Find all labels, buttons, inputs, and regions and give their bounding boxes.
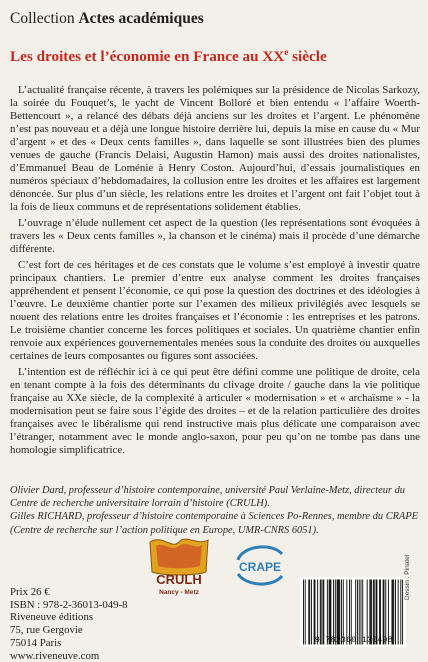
barcode-bar xyxy=(346,580,347,645)
publisher-info xyxy=(10,586,128,662)
barcode-bar xyxy=(329,580,330,645)
price: Prix 26 € xyxy=(10,586,50,598)
barcode-bar xyxy=(373,580,374,645)
barcode-bar xyxy=(320,580,321,645)
barcode-bar xyxy=(391,580,392,645)
barcode-number: 9 782360 130498 xyxy=(314,636,393,645)
author-bio: Olivier Dard, professeur d’histoire contemporaine, université Paul Verlaine-Metz, directeur du Centre de recherche universitaire lorrain d’histoire (CRULH). xyxy=(10,485,405,510)
barcode-bar xyxy=(385,580,386,645)
book-title-end: siècle xyxy=(288,48,327,66)
barcode-bar xyxy=(380,580,381,645)
barcode-bar xyxy=(303,580,304,645)
barcode-bar xyxy=(383,580,384,645)
barcode-bar xyxy=(376,580,377,645)
crape-logo-name: CRAPE xyxy=(238,560,282,574)
barcode-bar xyxy=(330,580,331,645)
barcode-bar xyxy=(343,580,344,645)
collection-line xyxy=(10,10,204,28)
isbn: ISBN : 978-2-36013-049-8 xyxy=(10,598,128,611)
barcode-bar xyxy=(367,580,368,645)
barcode-bar xyxy=(338,580,339,645)
barcode-bar xyxy=(402,580,403,645)
publisher-city: 75014 Paris xyxy=(10,636,62,649)
author-bio: Gilles RICHARD, professeur d’histoire contemporaine à Sciences Po-Rennes, membre du CRAPE (Centre de recherche sur l’action politique en Europe, UMR-CNRS 6051). xyxy=(10,511,419,536)
publisher-name: Riveneuve éditions xyxy=(10,611,94,624)
barcode-bar xyxy=(315,580,316,645)
book-title-main: Les droites et l’économie en France au XX xyxy=(10,48,285,66)
barcode-bar xyxy=(392,580,393,645)
barcode-bar xyxy=(398,580,399,645)
blurb-paragraph: C’est fort de ces héritages et de ces constats que le volume s’est employé à investir quatre principaux chantiers. Le premier d’entre eux analyse comment les droites françaises appréhendent et pensent l’économie, ce qui pose la question des doctrines et des idéologies à l’œuvre. Le deuxième chantier porte sur l’examen des milieux privilégiés avec lesquels se nouent des relations entre les droites françaises et l’économie : les entreprises et les patrons. Le troisième chantier concerne les forces politiques et sociales. Un quatrième chantier enfin renvoie aux expériences gouvernementales menées sous la conduite des droites ou auxquelles certaines de leurs composantes ou figures sont associées. xyxy=(10,259,420,363)
barcode-bar xyxy=(388,580,389,645)
crulh-logo-name: CRULH xyxy=(156,572,202,587)
barcode-bar xyxy=(341,580,342,645)
crulh-logo xyxy=(142,532,216,606)
barcode-bar xyxy=(305,580,306,645)
barcode-bar xyxy=(359,580,360,645)
barcode-bar xyxy=(384,580,385,645)
barcode-bar xyxy=(339,580,340,645)
barcode-bar xyxy=(376,580,377,645)
barcode-bar xyxy=(400,580,401,645)
barcode-bar xyxy=(370,580,371,645)
barcode-bar xyxy=(393,580,394,645)
barcode-bar xyxy=(395,580,396,645)
barcode-bar xyxy=(314,580,315,645)
publisher-website: www.riveneuve.com xyxy=(10,649,100,662)
barcode-bar xyxy=(322,580,323,645)
blurb-paragraph: L’ouvrage n’élude nullement cet aspect de la question (les représentations sont évoquées à travers les « Deux cents familles », la chanson et le cinéma) mais il procède d’une démarche différente. xyxy=(10,217,420,256)
publisher-street: 75, rue Gergovie xyxy=(10,624,83,637)
barcode-bar xyxy=(374,580,375,645)
barcode-bar xyxy=(327,580,328,645)
barcode-bar xyxy=(309,580,310,645)
crape-logo xyxy=(232,540,288,592)
barcode-bar xyxy=(357,580,358,645)
barcode-bar xyxy=(337,580,338,645)
barcode-bar xyxy=(369,580,370,645)
blurb-paragraph: L’intention est de réfléchir ici à ce qui peut être défini comme une politique de droite, cela en tenant compte à la fois des déterminants du clivage droite / gauche dans la vie politique française au XXe siècle, de la complexité à articuler « modernisation » et « archaïsme » - la modernisation peut se faire sous l’égide des droites – et de la relation particulière des droites françaises avec le libéralisme qui rend instructive mais plus délicate une comparaison avec l’étranger, notamment avec le monde anglo-saxon, pour peu qu’on ne tombe pas dans une homologie simplificatrice. xyxy=(10,366,420,457)
book-title xyxy=(10,47,327,66)
book-title-sup: e xyxy=(284,47,289,57)
barcode-bar xyxy=(379,580,380,645)
illustration-credit: Dessin : Pinatel xyxy=(404,554,411,600)
collection-prefix: Collection xyxy=(10,10,75,27)
blurb-text xyxy=(10,84,420,457)
barcode-bar xyxy=(355,580,356,645)
barcode-bar xyxy=(335,580,336,645)
blurb-paragraph: L’actualité française récente, à travers les polémiques sur la présidence de Nicolas Sarkozy, la soirée du Fouquet’s, le yacht de Vincent Bolloré et bien entendu « l’affaire Woerth-Bettencourt », a relancé des débats déjà anciens sur les droites et l’argent. Le phénomène n’est pas nouveau et a déjà une longue histoire derrière lui, depuis la mise en cause du « Mur d’argent » et des « Deux cents familles », dans laquelle se sont illustrées bien des plumes venues de gauche (Francis Delaisi, Augustin Hamon) mais aussi des droites nationalistes, d’Emmanuel Beau de Loménie à Henry Coston. Aujourd’hui, d’essais journalistiques en numéros spéciaux d’hebdomadaires, la collusion entre les droites et les affaires est largement dénoncée. Sur plus d’un siècle, les relations entre les droites et l’argent ont fait l’objet tout à la fois de lieux communs et de représentations solidement établies. xyxy=(10,84,420,214)
barcode-bar xyxy=(323,580,324,645)
barcode-bar xyxy=(362,580,363,645)
crulh-logo-subtitle: Nancy - Metz xyxy=(159,589,199,596)
collection-name: Actes académiques xyxy=(78,10,204,27)
barcode-bar xyxy=(361,580,362,645)
barcode-bar xyxy=(371,580,372,645)
barcode-bar xyxy=(330,580,331,645)
author-bios xyxy=(10,484,420,537)
barcode-bar xyxy=(349,580,350,645)
barcode-bar xyxy=(311,580,312,645)
barcode-bar xyxy=(308,580,309,645)
barcode-bar xyxy=(338,580,339,645)
barcode-bar xyxy=(333,580,334,645)
barcode-bar xyxy=(321,580,322,645)
barcode-bar xyxy=(351,580,352,645)
barcode-bar xyxy=(317,580,318,645)
